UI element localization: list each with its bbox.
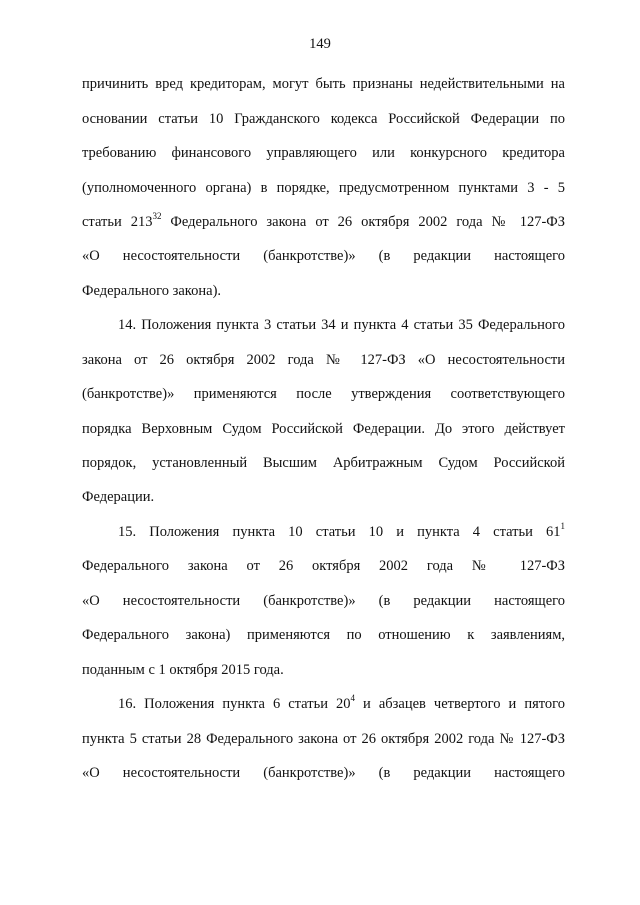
text-line: (банкротстве)» применяются после утверждения соответствующего bbox=[82, 386, 565, 402]
text-fragment: статьи 213 bbox=[82, 214, 153, 230]
text-line: Федерации. bbox=[82, 489, 155, 505]
text-line: Федерального закона) применяются по отношению к заявлениям, bbox=[82, 627, 565, 643]
paragraph-first-line: 14. Положения пункта 3 статьи 34 и пункта 4 статьи 35 Федерального bbox=[118, 317, 565, 333]
text-line: «О несостоятельности (банкротстве)» (в редакции настоящего bbox=[82, 765, 565, 781]
superscript: 32 bbox=[152, 211, 162, 222]
text-fragment: Федерального закона от 26 октября 2002 года № 127-ФЗ bbox=[161, 214, 565, 230]
text-line: причинить вред кредиторам, могут быть признаны недействительными на bbox=[82, 76, 565, 92]
paragraph-first-line bbox=[118, 523, 565, 541]
text-line: порядок, установленный Высшим Арбитражным Судом Российской bbox=[82, 455, 565, 471]
text-line: (уполномоченного органа) в порядке, предусмотренном пунктами 3 - 5 bbox=[82, 180, 565, 196]
text-fragment: 15. Положения пункта 10 статьи 10 и пункта 4 статьи 61 bbox=[118, 524, 561, 540]
text-line bbox=[82, 213, 565, 231]
text-line: Федерального закона от 26 октября 2002 года № 127-ФЗ bbox=[82, 558, 565, 574]
text-line: «О несостоятельности (банкротстве)» (в редакции настоящего bbox=[82, 593, 565, 609]
text-line: требованию финансового управляющего или конкурсного кредитора bbox=[82, 145, 565, 161]
page-number: 149 bbox=[309, 36, 331, 52]
text-fragment: и абзацев четвертого и пятого bbox=[355, 696, 565, 712]
text-fragment: 16. Положения пункта 6 статьи 20 bbox=[118, 696, 351, 712]
text-line: основании статьи 10 Гражданского кодекса Российской Федерации по bbox=[82, 111, 565, 127]
superscript: 1 bbox=[560, 521, 565, 532]
superscript: 4 bbox=[350, 693, 356, 704]
text-line: закона от 26 октября 2002 года № 127-ФЗ «О несостоятельности bbox=[82, 352, 565, 368]
text-line: Федерального закона). bbox=[82, 283, 222, 299]
paragraph-first-line bbox=[118, 695, 565, 713]
text-line: поданным с 1 октября 2015 года. bbox=[82, 662, 284, 678]
text-line: «О несостоятельности (банкротстве)» (в редакции настоящего bbox=[82, 248, 565, 264]
text-line: порядка Верховным Судом Российской Федерации. До этого действует bbox=[82, 421, 565, 437]
text-line: пункта 5 статьи 28 Федерального закона от 26 октября 2002 года № 127-ФЗ bbox=[82, 731, 565, 747]
